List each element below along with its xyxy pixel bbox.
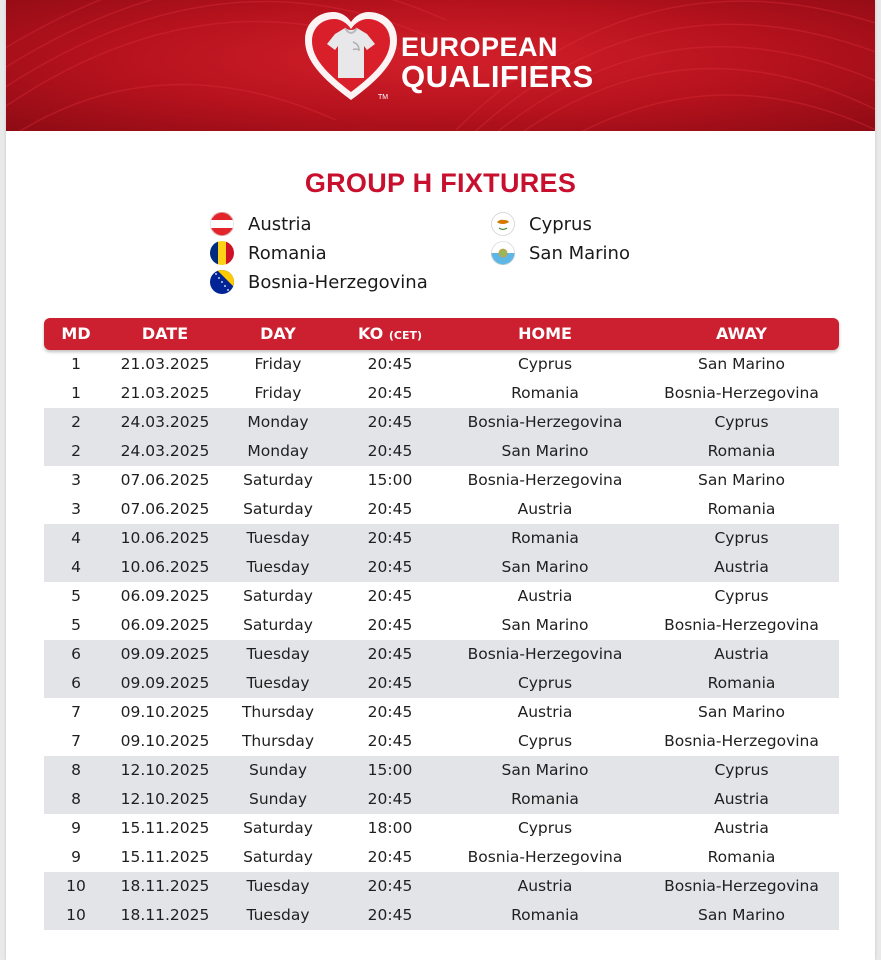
kickoff-cell: 20:45 [367, 529, 413, 547]
date-cell: 24.03.2025 [120, 442, 210, 460]
legend-label: Austria [248, 213, 312, 235]
kickoff-cell: 20:45 [367, 616, 413, 634]
day-cell: Tuesday [246, 558, 310, 576]
md-cell: 2 [71, 442, 81, 460]
kickoff-cell: 20:45 [367, 645, 413, 663]
day-cell: Tuesday [246, 674, 310, 692]
kickoff-cell: 20:45 [367, 558, 413, 576]
md-cell: 9 [71, 819, 81, 837]
home-team-cell: Romania [511, 529, 579, 547]
md-cell: 6 [71, 674, 81, 692]
day-cell: Saturday [243, 848, 313, 866]
day-cell: Monday [247, 442, 309, 460]
legend-item-bosnia-herzegovina [210, 269, 428, 295]
column-header-home: HOME [518, 324, 572, 343]
date-cell: 24.03.2025 [120, 413, 210, 431]
md-cell: 10 [66, 877, 86, 895]
column-header-md: MD [61, 324, 91, 343]
table-row [44, 843, 839, 872]
home-team-cell: Romania [511, 384, 579, 402]
table-row [44, 582, 839, 611]
away-team-cell: Bosnia-Herzegovina [664, 616, 819, 634]
date-cell: 09.09.2025 [120, 674, 210, 692]
day-cell: Thursday [241, 732, 315, 750]
day-cell: Tuesday [246, 645, 310, 663]
away-team-cell: Austria [714, 645, 769, 663]
md-cell: 9 [71, 848, 81, 866]
home-team-cell: San Marino [501, 442, 589, 460]
md-cell: 3 [71, 500, 81, 518]
column-header-date: DATE [141, 324, 189, 343]
table-row [44, 814, 839, 843]
away-team-cell: Cyprus [714, 529, 769, 547]
date-cell: 07.06.2025 [120, 500, 210, 518]
home-team-cell: Austria [517, 587, 573, 605]
column-header-ko-timezone: (CET) [388, 329, 422, 342]
away-team-cell: Romania [707, 500, 776, 518]
day-cell: Thursday [241, 703, 315, 721]
away-team-cell: Bosnia-Herzegovina [664, 732, 819, 750]
away-team-cell: Cyprus [714, 587, 769, 605]
md-cell: 3 [71, 471, 81, 489]
day-cell: Sunday [249, 790, 307, 808]
day-cell: Saturday [243, 500, 313, 518]
away-team-cell: San Marino [698, 703, 785, 721]
table-row [44, 466, 839, 495]
date-cell: 07.06.2025 [120, 471, 210, 489]
brand-line2: QUALIFIERS [401, 59, 594, 94]
md-cell: 10 [66, 906, 86, 924]
kickoff-cell: 20:45 [367, 587, 413, 605]
page-title: GROUP H FIXTURES [304, 168, 577, 198]
date-cell: 09.09.2025 [120, 645, 210, 663]
md-cell: 6 [71, 645, 81, 663]
kickoff-cell: 20:45 [367, 442, 413, 460]
day-cell: Saturday [243, 471, 313, 489]
home-team-cell: Cyprus [517, 355, 573, 373]
kickoff-cell: 15:00 [367, 761, 413, 779]
kickoff-cell: 20:45 [367, 413, 413, 431]
kickoff-cell: 18:00 [367, 819, 413, 837]
legend-item-san-marino [491, 240, 630, 266]
home-team-cell: Austria [517, 703, 573, 721]
san-marino-flag-icon [491, 241, 515, 265]
header-banner [6, 0, 875, 131]
kickoff-cell: 20:45 [367, 848, 413, 866]
austria-flag-icon [210, 212, 234, 236]
date-cell: 18.11.2025 [120, 906, 210, 924]
md-cell: 7 [71, 732, 81, 750]
md-cell: 7 [71, 703, 81, 721]
md-cell: 8 [71, 790, 81, 808]
home-team-cell: San Marino [501, 761, 589, 779]
kickoff-cell: 20:45 [367, 500, 413, 518]
brand-line1: EUROPEAN [401, 32, 559, 62]
away-team-cell: Cyprus [714, 761, 769, 779]
home-team-cell: Bosnia-Herzegovina [467, 413, 623, 431]
table-row [44, 524, 839, 553]
legend-item-cyprus [491, 211, 592, 237]
md-cell: 8 [71, 761, 81, 779]
date-cell: 21.03.2025 [120, 355, 210, 373]
home-team-cell: Bosnia-Herzegovina [467, 848, 623, 866]
kickoff-cell: 20:45 [367, 674, 413, 692]
date-cell: 12.10.2025 [120, 790, 210, 808]
table-row [44, 350, 839, 379]
day-cell: Saturday [243, 587, 313, 605]
day-cell: Saturday [243, 616, 313, 634]
fixtures-table-header [44, 318, 839, 350]
kickoff-cell: 20:45 [367, 355, 413, 373]
md-cell: 4 [71, 558, 81, 576]
brand-wordmark [401, 32, 594, 92]
day-cell: Friday [254, 355, 302, 373]
european-qualifiers-logo-icon [301, 8, 401, 108]
md-cell: 4 [71, 529, 81, 547]
fixtures-sheet [6, 0, 875, 960]
date-cell: 10.06.2025 [120, 529, 210, 547]
table-row [44, 437, 839, 466]
cyprus-flag-icon [491, 212, 515, 236]
kickoff-cell: 20:45 [367, 732, 413, 750]
home-team-cell: Bosnia-Herzegovina [467, 471, 623, 489]
home-team-cell: Austria [517, 500, 573, 518]
date-cell: 15.11.2025 [120, 848, 210, 866]
day-cell: Friday [254, 384, 302, 402]
away-team-cell: Bosnia-Herzegovina [664, 877, 819, 895]
away-team-cell: San Marino [698, 471, 785, 489]
date-cell: 21.03.2025 [120, 384, 210, 402]
table-row [44, 872, 839, 901]
day-cell: Tuesday [246, 877, 310, 895]
away-team-cell: Romania [707, 442, 776, 460]
column-header-away: AWAY [715, 324, 768, 343]
table-row [44, 756, 839, 785]
away-team-cell: Austria [714, 819, 769, 837]
table-row [44, 901, 839, 930]
day-cell: Sunday [249, 761, 307, 779]
kickoff-cell: 20:45 [367, 384, 413, 402]
legend-item-austria [210, 211, 312, 237]
date-cell: 09.10.2025 [120, 703, 210, 721]
table-row [44, 495, 839, 524]
table-row [44, 408, 839, 437]
day-cell: Tuesday [246, 906, 310, 924]
table-row [44, 553, 839, 582]
away-team-cell: Austria [714, 558, 769, 576]
kickoff-cell: 20:45 [367, 790, 413, 808]
date-cell: 09.10.2025 [120, 732, 210, 750]
table-row [44, 727, 839, 756]
away-team-cell: San Marino [698, 906, 785, 924]
column-header-ko-label: KO [357, 324, 384, 343]
day-cell: Monday [247, 413, 309, 431]
md-cell: 5 [71, 587, 81, 605]
legend-label: Bosnia-Herzegovina [248, 271, 428, 293]
column-header-day: DAY [260, 324, 296, 343]
home-team-cell: San Marino [501, 616, 589, 634]
table-row [44, 379, 839, 408]
legend-item-romania [210, 240, 327, 266]
trademark-mark: TM [378, 94, 389, 101]
column-header-ko [334, 318, 446, 350]
table-row [44, 611, 839, 640]
md-cell: 1 [71, 355, 81, 373]
away-team-cell: San Marino [698, 355, 785, 373]
home-team-cell: Cyprus [517, 674, 573, 692]
home-team-cell: Austria [517, 877, 573, 895]
day-cell: Saturday [243, 819, 313, 837]
date-cell: 18.11.2025 [120, 877, 210, 895]
md-cell: 2 [71, 413, 81, 431]
day-cell: Tuesday [246, 529, 310, 547]
away-team-cell: Austria [714, 790, 769, 808]
date-cell: 12.10.2025 [120, 761, 210, 779]
bosnia-herzegovina-flag-icon [210, 270, 234, 294]
legend-label: Romania [248, 242, 327, 264]
away-team-cell: Romania [707, 674, 776, 692]
table-row [44, 640, 839, 669]
date-cell: 10.06.2025 [120, 558, 210, 576]
md-cell: 5 [71, 616, 81, 634]
table-row [44, 698, 839, 727]
away-team-cell: Cyprus [714, 413, 769, 431]
table-row [44, 669, 839, 698]
date-cell: 15.11.2025 [120, 819, 210, 837]
home-team-cell: Bosnia-Herzegovina [467, 645, 623, 663]
legend-label: Cyprus [529, 213, 592, 235]
romania-flag-icon [210, 241, 234, 265]
fixtures-table-body [44, 350, 839, 930]
home-team-cell: Cyprus [517, 732, 573, 750]
kickoff-cell: 20:45 [367, 906, 413, 924]
kickoff-cell: 20:45 [367, 877, 413, 895]
date-cell: 06.09.2025 [120, 616, 210, 634]
legend-label: San Marino [529, 242, 630, 264]
home-team-cell: Cyprus [517, 819, 573, 837]
md-cell: 1 [71, 384, 81, 402]
kickoff-cell: 20:45 [367, 703, 413, 721]
date-cell: 06.09.2025 [120, 587, 210, 605]
away-team-cell: Bosnia-Herzegovina [664, 384, 819, 402]
away-team-cell: Romania [707, 848, 776, 866]
table-row [44, 785, 839, 814]
home-team-cell: Romania [511, 790, 579, 808]
home-team-cell: Romania [511, 906, 579, 924]
home-team-cell: San Marino [501, 558, 589, 576]
kickoff-cell: 15:00 [367, 471, 413, 489]
